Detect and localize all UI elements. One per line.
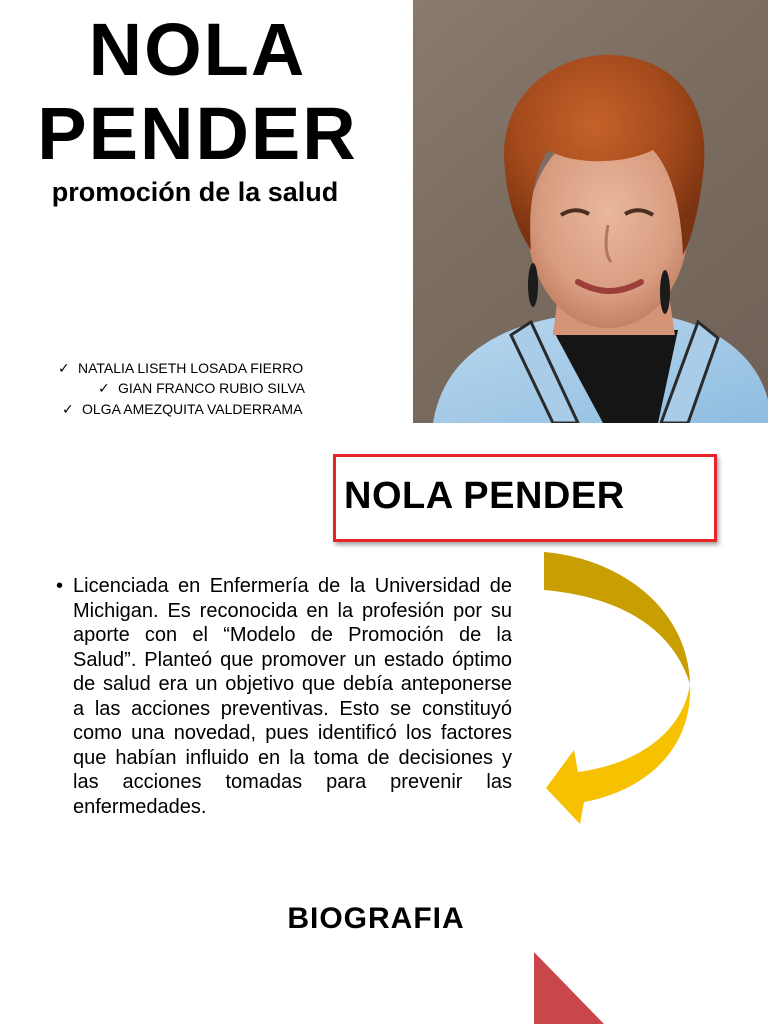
biography-heading: BIOGRAFIA [287,902,465,935]
page-subtitle: promoción de la salud [51,177,339,207]
author-item [62,402,302,416]
author-name: OLGA AMEZQUITA VALDERRAMA [82,401,303,417]
portrait-illustration [413,0,768,423]
triangle-shape [534,952,604,1024]
bullet-icon: • [56,575,64,597]
page-title-line-2: PENDER [37,92,358,175]
name-box-label: NOLA PENDER [344,475,625,517]
check-icon: ✓ [98,380,110,396]
check-icon: ✓ [58,360,70,376]
biography-paragraph [56,574,512,819]
author-name: GIAN FRANCO RUBIO SILVA [118,380,305,396]
portrait-photo [413,0,768,423]
author-item [58,361,303,375]
author-name: NATALIA LISETH LOSADA FIERRO [78,360,304,376]
author-item [98,381,305,395]
check-icon: ✓ [62,401,74,417]
page-title-line-1: NOLA [88,8,307,91]
biography-text: Licenciada en Enfermería de la Universidad de Michigan. Es reconocida en la profesión por su aporte con el “Modelo de Promoción de la Salud”. Planteó que promover un estado óptimo de salud era un objetivo que debía anteponerse a las acciones preventivas. Esto se constituyó como una novedad, pues identificó los factores que habían influido en la toma de decisiones y las acciones tomadas para prevenir las enfermedades. [73,575,512,818]
name-box [333,454,717,542]
curved-arrow-icon [538,552,698,827]
